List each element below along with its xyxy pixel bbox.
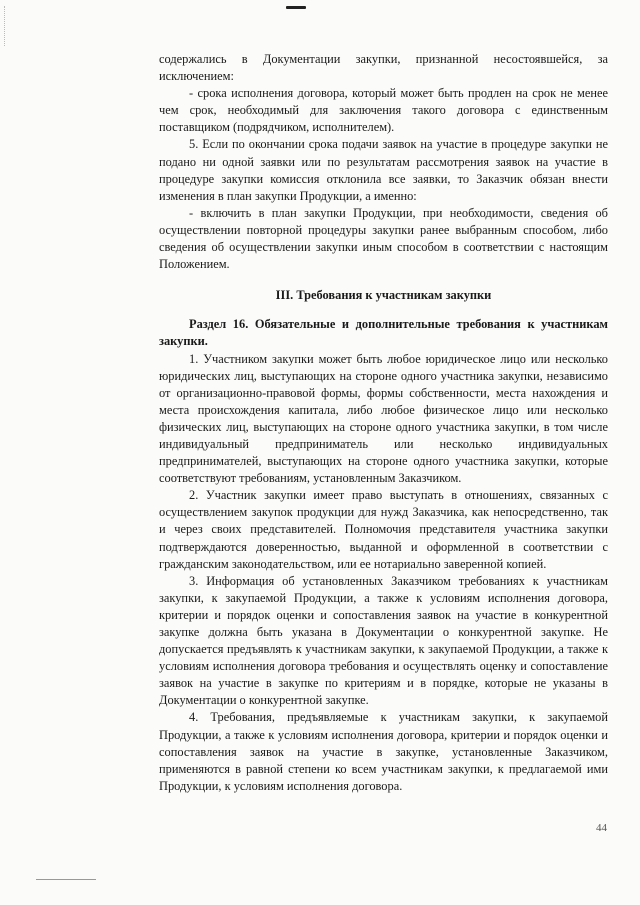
- paragraph-item-1: 1. Участником закупки может быть любое юридическое лицо или несколько юридических лиц, выступающих на стороне одного участника закупки, независимо от организационно-правовой формы, формы собственности, места нахождения и места происхождения капитала, либо любое физическое лицо или несколько физических лиц, выступающих на стороне одного участника закупки, в том числе индивидуальный предприниматель или несколько индивидуальных предпринимателей, выступающих на стороне одного участника закупки, которые соответствуют требованиям, установленным Заказчиком.: [159, 351, 608, 486]
- paragraph-item-2: 2. Участник закупки имеет право выступать в отношениях, связанных с осуществлением закупок продукции для нужд Заказчика, как непосредственно, так и через своих представителей. Полномочия представителя участника закупки подтверждаются доверенностью, выданной и оформленной в соответствии с гражданским законодательством, или ее нотариально заверенной копией.: [159, 488, 608, 571]
- footer-rule: [36, 879, 96, 880]
- paragraph-item-4: 4. Требования, предъявляемые к участникам закупки, к закупаемой Продукции, а также к условиям исполнения договора, критерии и порядок оценки и сопоставления заявок на участие в закупке, установленные Заказчиком, применяются в равной степени ко всем участникам закупки, к предлагаемой ими Продукции, к условиям исполнения договора.: [159, 710, 608, 793]
- scan-top-mark: [286, 6, 306, 9]
- section-title: III. Требования к участникам закупки: [275, 288, 492, 303]
- paragraph-exception-term: - срока исполнения договора, который может быть продлен на срок не менее чем срок, необходимый для заключения такого договора с единственным поставщиком (подрядчиком, исполнителем).: [159, 86, 608, 135]
- page-number: 44: [596, 822, 607, 834]
- paragraph-include-in-plan: - включить в план закупки Продукции, при необходимости, сведения об осуществлении повторной процедуры закупки ранее выбранным способом, либо сведения об осуществлении закупки иным способом в соответствии с настоящим Положением.: [159, 205, 608, 272]
- paragraph-continuation: содержались в Документации закупки, признанной несостоявшейся, за исключением:: [159, 52, 608, 84]
- paragraph-item-5: 5. Если по окончании срока подачи заявок на участие в процедуре закупки не подано ни одной заявки или по результатам рассмотрения заявок на участие в процедуре закупки комиссия отклонила все заявки, то Заказчик обязан внести изменения в план закупки Продукции, а именно:: [159, 137, 608, 203]
- document-page: [159, 51, 608, 795]
- subsection-title: Раздел 16. Обязательные и дополнительные требования к участникам закупки.: [159, 317, 608, 349]
- paragraph-item-3: 3. Информация об установленных Заказчиком требованиях к участникам закупки, к закупаемой Продукции, а также к условиям исполнения договора, критерии и порядок оценки и сопоставления заявок на участие в конкурентной закупке должна быть указана в Документации о конкурентной закупке. Не допускается предъявлять к участникам закупки, к закупаемой Продукции, а также к условиям исполнения договора требования и осуществлять оценку и сопоставление заявок на участие в закупке по критериям и в порядке, которые не указаны в Документации о конкурентной закупке.: [159, 573, 608, 708]
- scan-edge-marks: [4, 6, 15, 46]
